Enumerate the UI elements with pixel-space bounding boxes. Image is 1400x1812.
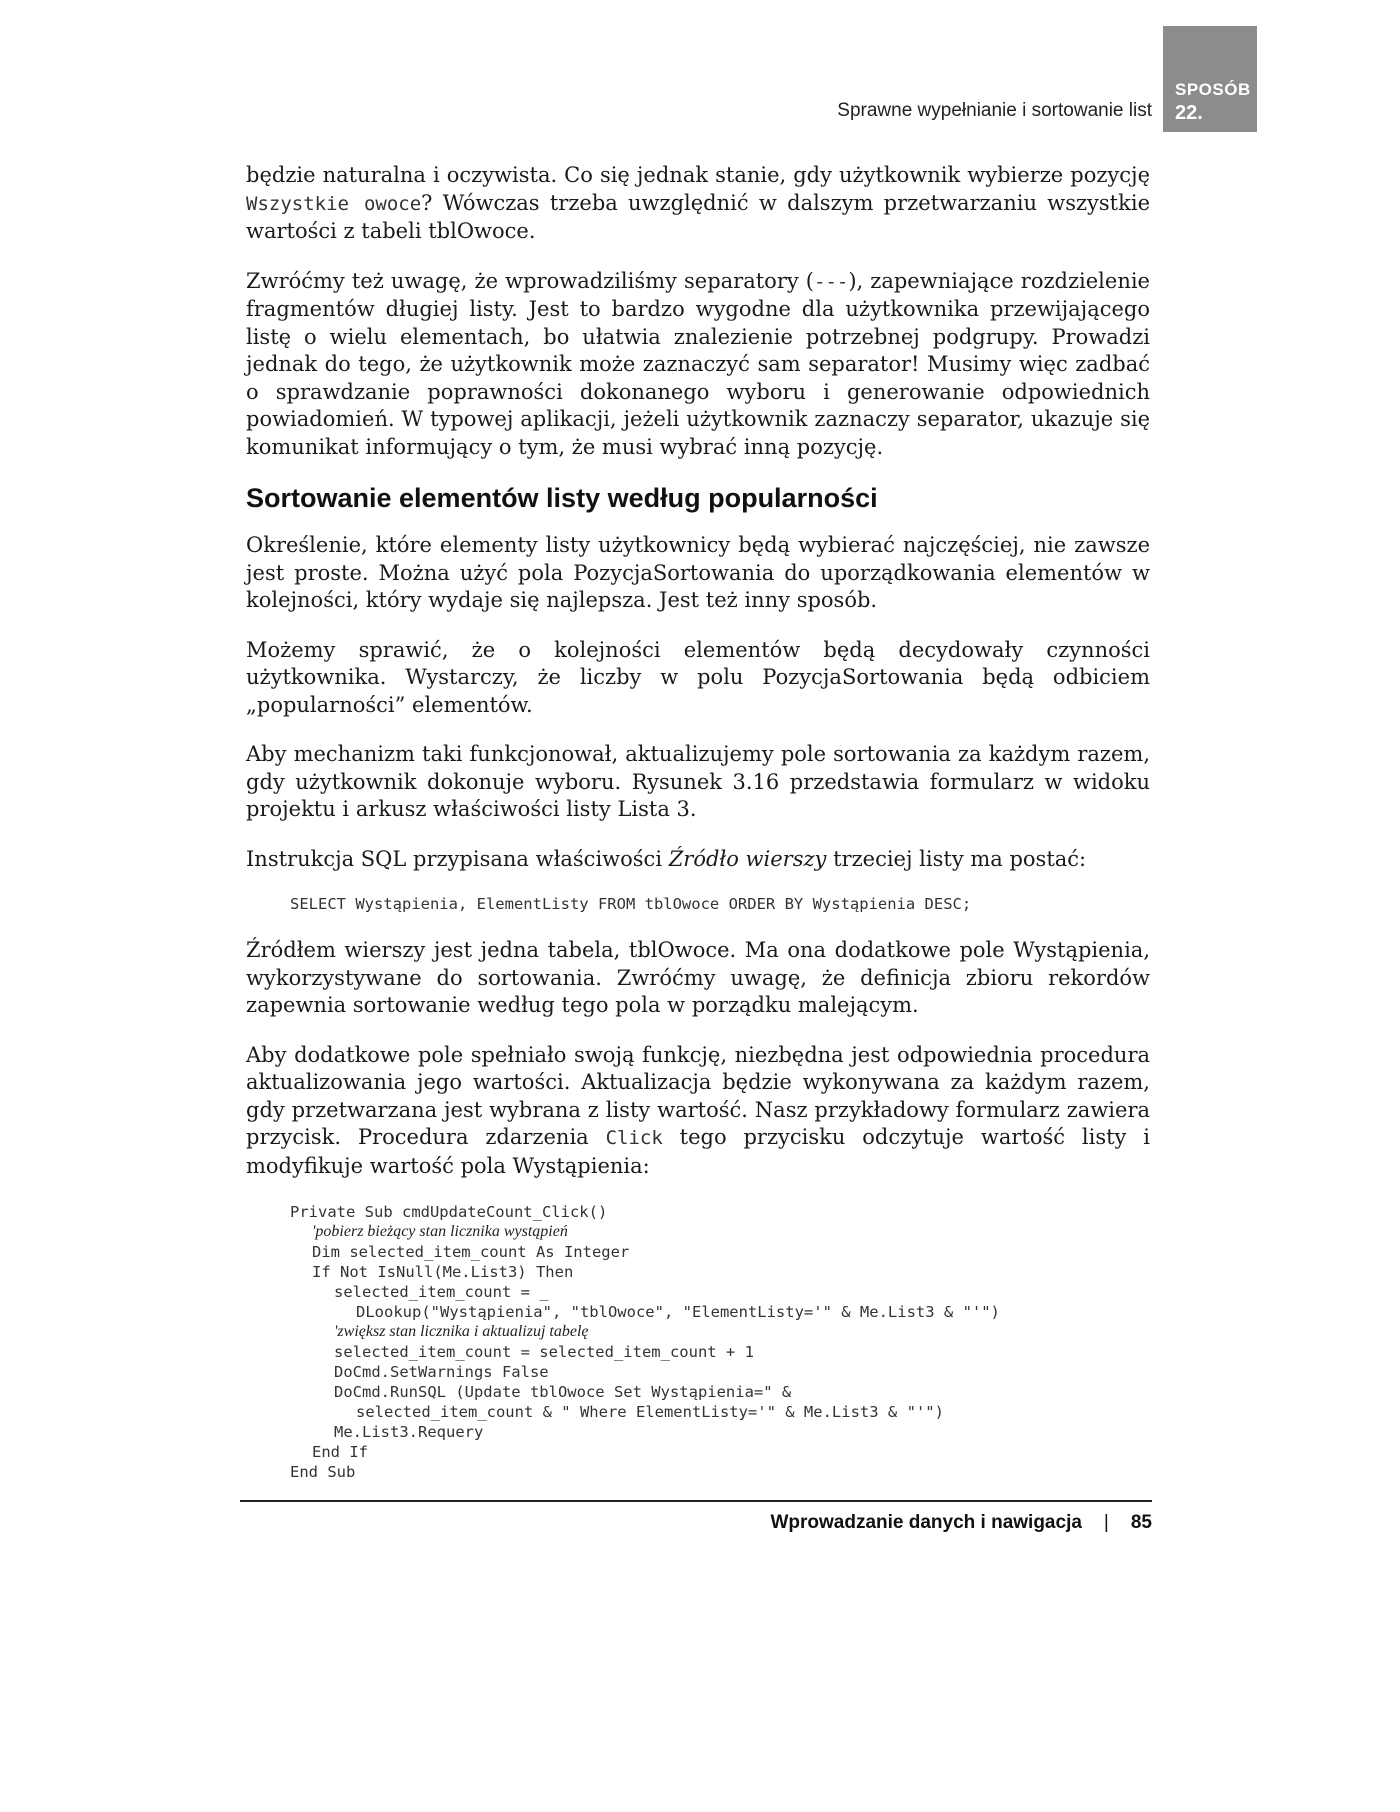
code-line: Private Sub cmdUpdateCount_Click() bbox=[290, 1203, 608, 1221]
inline-code: --- bbox=[814, 270, 849, 293]
code-line: selected_item_count = _ bbox=[334, 1283, 549, 1301]
section-tab-label: SPOSÓB bbox=[1175, 80, 1251, 99]
code-line: If Not IsNull(Me.List3) Then bbox=[312, 1263, 574, 1281]
section-tab-number: 22. bbox=[1175, 102, 1203, 124]
code-line: Me.List3.Requery bbox=[334, 1423, 484, 1441]
paragraph: Aby mechanizm taki funkcjonował, aktualizujemy pole sortowania za każdym razem, gdy użytkownik dokonuje wyboru. Rysunek 3.16 przedstawia formularz w widoku projektu i arkusz właściwości listy Lista 3. bbox=[246, 742, 1150, 821]
paragraph: Zwróćmy też uwagę, że wprowadziliśmy separatory (---), zapewniające rozdzielenie fragmentów długiej listy. Jest to bardzo wygodne dla użytkownika przewijającego listę o wielu elementach, bo ułatwia znalezienie potrzebnej podgrupy. Prowadzi jednak do tego, że użytkownik może zaznaczyć sam separator! Musimy więc zadbać o sprawdzanie poprawności dokonanego wyboru i generowanie odpowiednich powiadomień. W typowej aplikacji, jeżeli użytkownik zaznaczy separator, ukazuje się komunikat informujący o tym, że musi wybrać inną pozycję. bbox=[246, 268, 1150, 459]
section-tab bbox=[1163, 26, 1257, 132]
code-line: DoCmd.SetWarnings False bbox=[334, 1363, 549, 1381]
page-number: 85 bbox=[1130, 1512, 1152, 1533]
footer-separator: | bbox=[1103, 1512, 1109, 1533]
inline-code: Click bbox=[605, 1127, 663, 1149]
code-line: DoCmd.RunSQL (Update tblOwoce Set Wystąpienia=" & bbox=[334, 1383, 792, 1401]
page-footer bbox=[770, 1512, 1152, 1534]
code-line: selected_item_count & " Where ElementListy='" & Me.List3 & "'") bbox=[356, 1403, 944, 1421]
emphasis: Źródło wierszy bbox=[668, 846, 827, 871]
footer-chapter-title: Wprowadzanie danych i nawigacja bbox=[770, 1512, 1082, 1533]
paragraph: będzie naturalna i oczywista. Co się jednak stanie, gdy użytkownik wybierze pozycję Wszystkie owoce? Wówczas trzeba uwzględnić w dalszym przetwarzaniu wszystkie wartości z tabeli tblOwoce. bbox=[246, 163, 1150, 243]
paragraph: Instrukcja SQL przypisana właściwości Źródło wierszy trzeciej listy ma postać: bbox=[246, 846, 1087, 871]
code-line: DLookup("Wystąpienia", "tblOwoce", "ElementListy='" & Me.List3 & "'") bbox=[356, 1303, 1000, 1321]
paragraph: Aby dodatkowe pole spełniało swoją funkcję, niezbędna jest odpowiednia procedura aktualizowania jego wartości. Aktualizacja będzie wykonywana za każdym razem, gdy przetwarzana jest wybrana z listy wartość. Nasz przykładowy formularz zawiera przycisk. Procedura zdarzenia Click tego przycisku odczytuje wartość listy i modyfikuje wartość pola Wystąpienia: bbox=[246, 1042, 1150, 1178]
code-line: selected_item_count = selected_item_count + 1 bbox=[334, 1343, 754, 1361]
sql-listing: SELECT Wystąpienia, ElementListy FROM tblOwoce ORDER BY Wystąpienia DESC; bbox=[290, 895, 972, 913]
code-line: End If bbox=[312, 1443, 368, 1461]
section-heading: Sortowanie elementów listy według popularności bbox=[246, 483, 878, 513]
paragraph: Określenie, które elementy listy użytkownicy będą wybierać najczęściej, nie zawsze jest proste. Można użyć pola PozycjaSortowania do uporządkowania elementów w kolejności, który wydaje się najlepsza. Jest też inny sposób. bbox=[246, 533, 1150, 612]
code-listing bbox=[290, 1202, 1150, 1482]
code-comment: 'pobierz bieżący stan licznika wystąpień bbox=[312, 1223, 568, 1240]
code-line: Dim selected_item_count As Integer bbox=[312, 1243, 630, 1261]
footer-divider bbox=[240, 1500, 1152, 1502]
running-header: Sprawne wypełnianie i sortowanie list bbox=[837, 100, 1152, 121]
paragraph: Źródłem wierszy jest jedna tabela, tblOwoce. Ma ona dodatkowe pole Wystąpienia, wykorzystywane do sortowania. Zwróćmy uwagę, że definicja zbioru rekordów zapewnia sortowanie według tego pola w porządku malejącym. bbox=[246, 938, 1150, 1017]
code-comment: 'zwiększ stan licznika i aktualizuj tabelę bbox=[334, 1323, 589, 1340]
code-line: End Sub bbox=[290, 1463, 356, 1481]
page-body bbox=[246, 162, 1150, 1482]
paragraph: Możemy sprawić, że o kolejności elementów będą decydowały czynności użytkownika. Wystarczy, że liczby w polu PozycjaSortowania będą odbiciem „popularności” elementów. bbox=[246, 637, 1150, 717]
inline-code: Wszystkie owoce bbox=[246, 192, 422, 215]
